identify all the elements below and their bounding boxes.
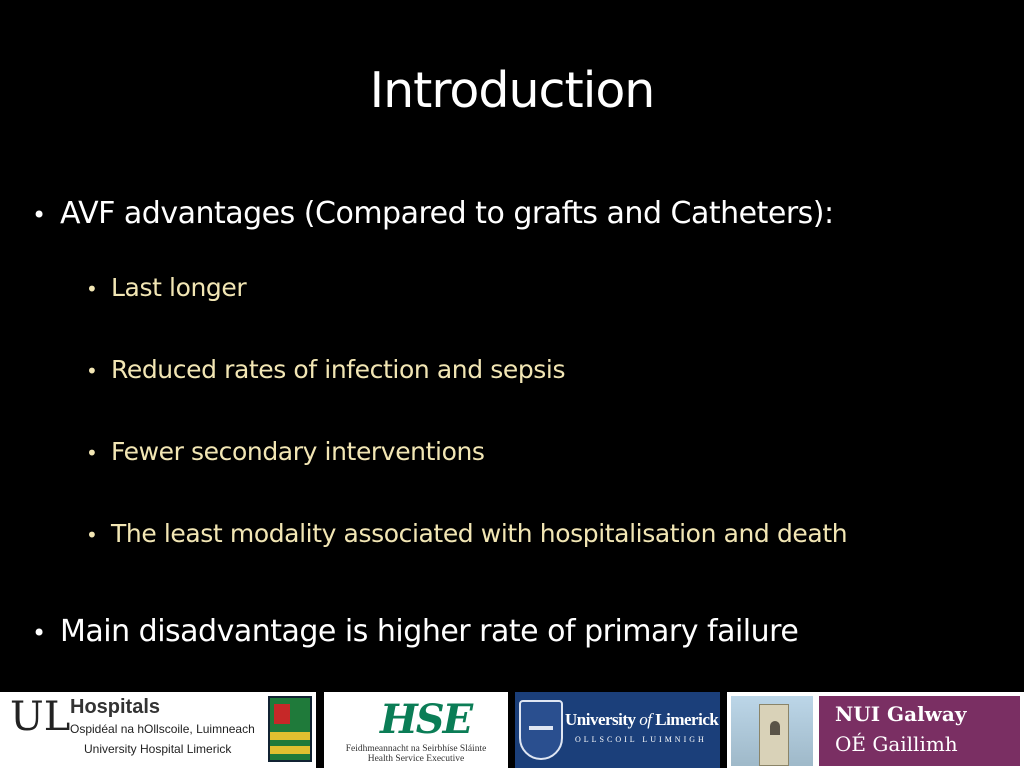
bullet-dot: • xyxy=(32,201,46,229)
hse-logo xyxy=(324,692,508,768)
bullet-main-disadvantage xyxy=(32,614,798,649)
ul-hospitals-irish: Ospidéal na hOllscoile, Luimneach xyxy=(70,722,255,736)
nui-galway-logo xyxy=(727,692,1024,768)
bullet-dot: • xyxy=(32,619,46,647)
ul-letters: UL xyxy=(10,694,71,740)
slide-title: Introduction xyxy=(369,62,655,119)
sub-bullet-text: Last longer xyxy=(111,273,247,302)
bullet-dot: • xyxy=(86,277,98,301)
ul-hospitals-english: University Hospital Limerick xyxy=(84,742,232,756)
hse-irish: Feidhmeannacht na Seirbhíse Sláinte xyxy=(345,744,487,754)
sub-bullet-text: Reduced rates of infection and sepsis xyxy=(111,355,566,384)
bullet-dot: • xyxy=(86,441,98,465)
uol-name: University of Limerick xyxy=(565,710,719,729)
uol-irish: OLLSCOIL LUIMNIGH xyxy=(575,735,707,744)
bullet-avf-advantages xyxy=(32,196,834,231)
sub-bullet-fewer-interventions xyxy=(86,437,485,466)
sub-bullet-last-longer xyxy=(86,273,246,302)
sub-bullet-least-modality xyxy=(86,519,847,548)
sub-bullet-text: The least modality associated with hospitalisation and death xyxy=(111,519,848,548)
ul-crest-icon xyxy=(268,696,312,762)
ul-hospitals-logo xyxy=(0,692,316,768)
bullet-dot: • xyxy=(86,523,98,547)
bullet-text: Main disadvantage is higher rate of primary failure xyxy=(60,614,799,649)
ul-seal-icon xyxy=(519,700,563,760)
sub-bullet-reduced-infection xyxy=(86,355,565,384)
quadrangle-tower-icon xyxy=(731,696,813,766)
university-of-limerick-logo xyxy=(515,692,720,768)
ul-hospitals-name: Hospitals xyxy=(70,696,161,718)
hse-english: Health Service Executive xyxy=(367,754,465,764)
nui-galway-line1: NUI Galway xyxy=(835,702,967,726)
hse-mark: HSE xyxy=(380,696,472,743)
logo-strip xyxy=(0,690,1024,768)
bullet-dot: • xyxy=(86,359,98,383)
sub-bullet-text: Fewer secondary interventions xyxy=(111,437,485,466)
nui-galway-panel xyxy=(819,696,1020,766)
nui-galway-line2: OÉ Gaillimh xyxy=(835,732,958,756)
bullet-text: AVF advantages (Compared to grafts and Catheters): xyxy=(60,196,834,231)
